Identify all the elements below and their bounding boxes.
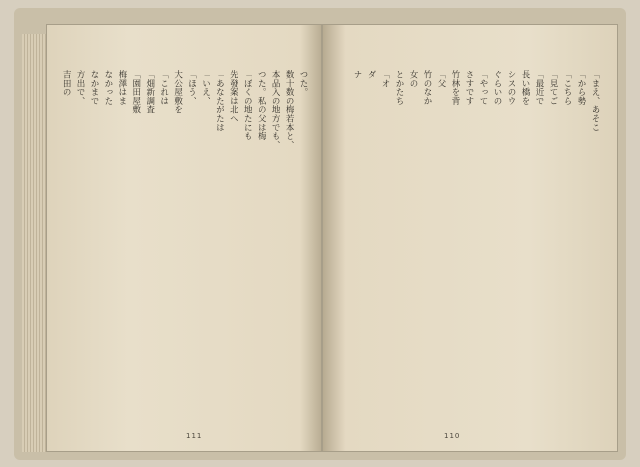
text-column: 「から勢 [576,70,586,106]
text-column: 「いえ、 [200,70,211,106]
left-page-text [60,70,308,416]
left-page [46,24,322,452]
text-column: なかった [102,70,113,106]
text-column: さすです [464,70,474,106]
text-column: 先發案は北へ [228,70,239,123]
text-column: 「これは [158,70,169,106]
text-column: 「園田屋敷 [130,70,141,114]
text-column: 「あなたがたは [214,70,225,132]
right-page-text [338,70,600,416]
text-column: 大公屋敷を [172,70,183,114]
text-column: 方出で、 [75,70,85,106]
right-page-number: 110 [444,432,461,440]
text-column: 「まえ、あそこ [590,70,600,132]
text-column: とかたち [394,70,404,106]
right-page [322,24,618,452]
text-column: 「見てご [548,70,558,106]
text-column: 「最近で [534,70,544,106]
left-page-number: 111 [186,432,203,440]
text-column: つた。 [298,70,308,97]
text-column: 竹のなか [422,70,432,106]
text-column: 「畑新調査 [144,70,155,114]
text-column: 本品入の地方でも、 [270,70,281,150]
text-column: 数十数の梅若本と、 [284,70,295,150]
text-column: ナ [352,70,362,79]
text-column: 「オ [380,70,390,88]
text-column: ダ [366,70,376,79]
text-column: 竹林を背 [450,70,460,106]
text-column: 「やって [478,70,488,106]
text-column: 梅澤はま [116,70,127,106]
text-column: 「ほう、 [186,70,197,106]
text-column: なかまで [88,70,99,106]
text-column: 吉田の [61,70,72,97]
text-column: つた。私の父は梅 [256,70,267,141]
text-column: ぐらいの [492,70,502,106]
text-column: 「父 [436,70,446,88]
text-column: シスのウ [506,70,516,106]
text-column: 女の [408,70,418,88]
text-column: 「こちら [562,70,572,106]
text-column: 長い橋を [520,70,530,106]
text-column: 「ぼくの地たにも [242,70,253,141]
